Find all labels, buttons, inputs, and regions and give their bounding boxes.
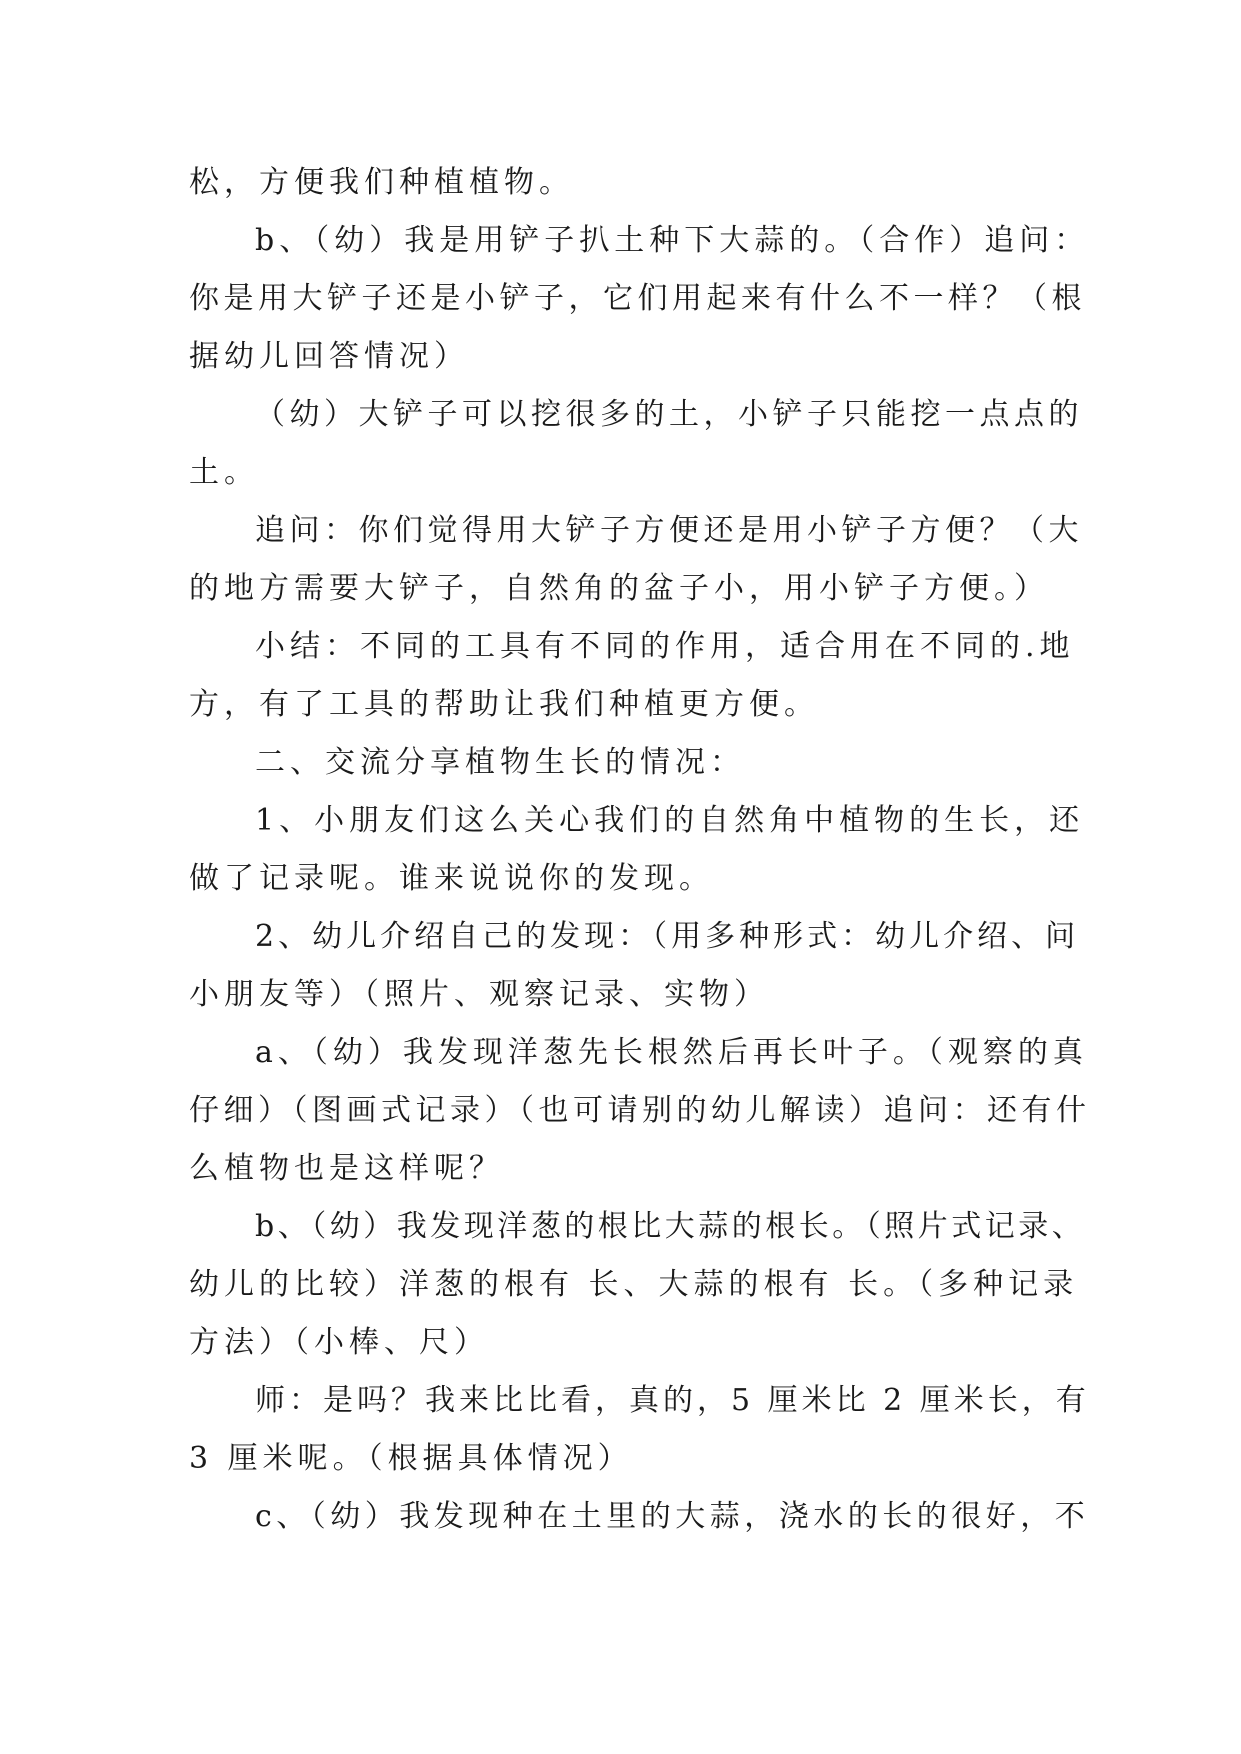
text-line: 1、小朋友们这么关心我们的自然角中植物的生长，还 xyxy=(255,803,1085,838)
text-line: a、（幼）我发现洋葱先长根然后再长叶子。（观察的真 xyxy=(255,1035,1088,1070)
text-line: 师：是吗？我来比比看，真的，5 厘米比 2 厘米长，有 xyxy=(255,1383,1090,1418)
text-line: b、（幼）我发现洋葱的根比大蒜的根长。（照片式记录、 xyxy=(255,1209,1086,1244)
text-line: 松，方便我们种植植物。 xyxy=(189,165,574,200)
text-line: 小结：不同的工具有不同的作用，适合用在不同的.地 xyxy=(255,629,1075,664)
text-line: c、（幼）我发现种在土里的大蒜，浇水的长的很好，不 xyxy=(255,1499,1090,1534)
text-line: 做了记录呢。谁来说说你的发现。 xyxy=(189,861,714,896)
text-line: 方法）（小棒、尺） xyxy=(189,1325,489,1360)
text-line: 据幼儿回答情况） xyxy=(189,339,469,374)
section-heading: 二、交流分享植物生长的情况： xyxy=(255,745,745,780)
text-line: 么植物也是这样呢？ xyxy=(189,1151,504,1186)
text-line: 你是用大铲子还是小铲子，它们用起来有什么不一样？（根 xyxy=(189,281,1086,316)
text-line: 仔细）（图画式记录）（也可请别的幼儿解读）追问：还有什 xyxy=(189,1093,1091,1128)
text-line: 方，有了工具的帮助让我们种植更方便。 xyxy=(189,687,819,722)
text-line: （幼）大铲子可以挖很多的土，小铲子只能挖一点点的 xyxy=(255,397,1083,432)
text-line: b、（幼）我是用铲子扒土种下大蒜的。（合作）追问： xyxy=(255,223,1090,258)
text-line: 幼儿的比较）洋葱的根有 长、大蒜的根有 长。（多种记录 xyxy=(189,1267,1079,1302)
text-line: 3 厘米呢。（根据具体情况） xyxy=(189,1441,633,1476)
text-line: 追问：你们觉得用大铲子方便还是用小铲子方便？（大 xyxy=(255,513,1083,548)
text-line: 土。 xyxy=(189,455,259,490)
text-line: 2、幼儿介绍自己的发现：（用多种形式：幼儿介绍、问 xyxy=(255,919,1080,954)
text-line: 小朋友等）（照片、观察记录、实物） xyxy=(189,977,769,1012)
text-line: 的地方需要大铲子，自然角的盆子小，用小铲子方便。） xyxy=(189,571,1049,606)
